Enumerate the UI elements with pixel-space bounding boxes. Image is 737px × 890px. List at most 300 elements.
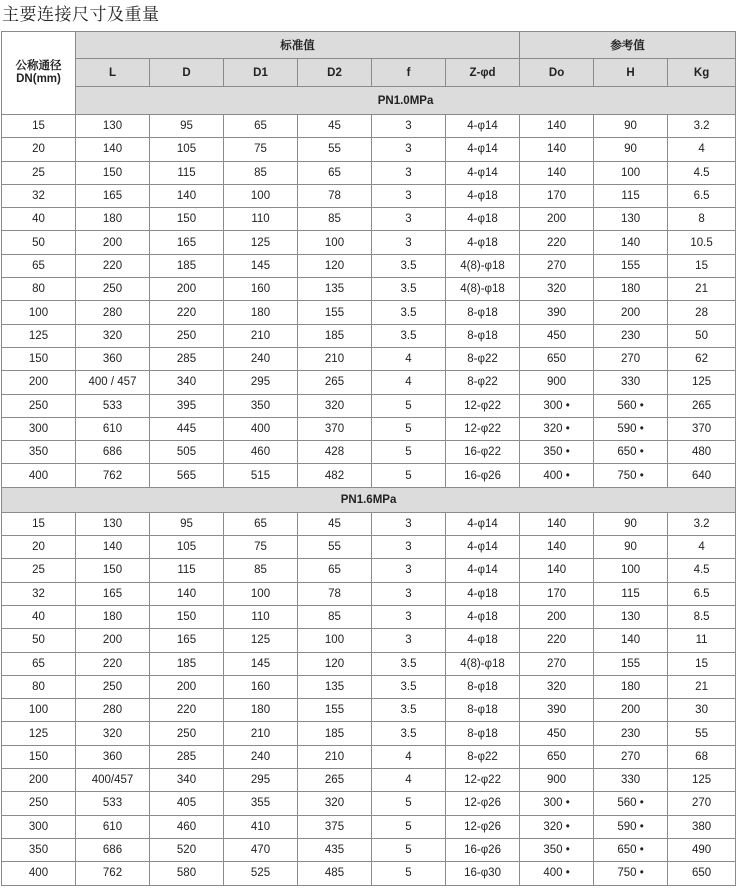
table-cell: 3	[372, 208, 446, 231]
table-cell: 200	[520, 208, 594, 231]
table-cell: 340	[150, 371, 224, 394]
table-cell: 270	[594, 347, 668, 370]
table-cell: 12-φ22	[446, 417, 520, 440]
table-cell: 4	[668, 536, 736, 559]
table-cell: 265	[298, 371, 372, 394]
table-cell: 100	[2, 699, 76, 722]
table-cell: 100	[594, 559, 668, 582]
dn-header-line2: DN(mm)	[16, 73, 61, 85]
table-cell: 220	[150, 301, 224, 324]
table-cell: 380	[668, 815, 736, 838]
table-cell: 45	[298, 512, 372, 535]
table-cell: 50	[668, 324, 736, 347]
table-cell: 200	[520, 605, 594, 628]
table-cell: 400 •	[520, 464, 594, 487]
table-cell: 115	[594, 582, 668, 605]
table-cell: 11	[668, 629, 736, 652]
table-cell: 95	[150, 115, 224, 138]
table-cell: 135	[298, 675, 372, 698]
table-cell: 250	[150, 324, 224, 347]
table-cell: 900	[520, 769, 594, 792]
table-cell: 3.5	[372, 699, 446, 722]
table-cell: 375	[298, 815, 372, 838]
table-cell: 3	[372, 582, 446, 605]
table-cell: 140	[520, 512, 594, 535]
table-cell: 750 •	[594, 464, 668, 487]
table-cell: 410	[224, 815, 298, 838]
table-cell: 65	[298, 559, 372, 582]
table-cell: 210	[298, 745, 372, 768]
table-cell: 85	[224, 161, 298, 184]
table-cell: 686	[76, 441, 150, 464]
table-cell: 5	[372, 441, 446, 464]
table-cell: 15	[2, 115, 76, 138]
table-cell: 300 •	[520, 394, 594, 417]
table-row	[2, 838, 736, 861]
table-cell: 4-φ14	[446, 512, 520, 535]
table-cell: 762	[76, 464, 150, 487]
col-header-d: D	[150, 59, 224, 87]
table-cell: 470	[224, 838, 298, 861]
table-cell: 100	[224, 582, 298, 605]
table-cell: 520	[150, 838, 224, 861]
table-cell: 3.5	[372, 652, 446, 675]
table-cell: 240	[224, 347, 298, 370]
table-cell: 25	[2, 559, 76, 582]
table-cell: 185	[150, 254, 224, 277]
table-cell: 15	[2, 512, 76, 535]
table-cell: 180	[594, 278, 668, 301]
table-row	[2, 862, 736, 885]
table-cell: 565	[150, 464, 224, 487]
table-row	[2, 417, 736, 440]
table-cell: 4	[372, 347, 446, 370]
table-cell: 450	[520, 722, 594, 745]
table-cell: 650	[520, 745, 594, 768]
table-cell: 155	[298, 699, 372, 722]
table-cell: 686	[76, 838, 150, 861]
table-cell: 590 •	[594, 815, 668, 838]
table-cell: 220	[520, 629, 594, 652]
table-cell: 650	[668, 862, 736, 885]
table-cell: 140	[150, 582, 224, 605]
table-cell: 320	[76, 324, 150, 347]
table-cell: 4	[372, 745, 446, 768]
table-row	[2, 278, 736, 301]
table-cell: 220	[76, 652, 150, 675]
table-cell: 125	[224, 231, 298, 254]
table-cell: 55	[298, 138, 372, 161]
table-cell: 450	[520, 324, 594, 347]
table-cell: 340	[150, 769, 224, 792]
table-cell: 100	[298, 629, 372, 652]
table-cell: 4-φ18	[446, 582, 520, 605]
table-cell: 210	[298, 347, 372, 370]
table-cell: 85	[298, 208, 372, 231]
table-cell: 16-φ30	[446, 862, 520, 885]
table-cell: 390	[520, 699, 594, 722]
table-cell: 250	[2, 394, 76, 417]
table-cell: 110	[224, 208, 298, 231]
table-cell: 200	[150, 675, 224, 698]
table-cell: 320	[76, 722, 150, 745]
table-row	[2, 231, 736, 254]
table-cell: 12-φ26	[446, 815, 520, 838]
table-cell: 180	[76, 605, 150, 628]
table-row	[2, 347, 736, 370]
table-cell: 265	[668, 394, 736, 417]
table-cell: 3.2	[668, 512, 736, 535]
table-cell: 12-φ22	[446, 394, 520, 417]
table-cell: 115	[594, 184, 668, 207]
table-cell: 55	[668, 722, 736, 745]
table-cell: 180	[594, 675, 668, 698]
table-cell: 650 •	[594, 441, 668, 464]
table-cell: 390	[520, 301, 594, 324]
table-cell: 160	[224, 278, 298, 301]
table-cell: 460	[224, 441, 298, 464]
table-cell: 350	[224, 394, 298, 417]
table-cell: 320	[520, 278, 594, 301]
table-row	[2, 441, 736, 464]
table-cell: 320	[298, 792, 372, 815]
table-cell: 640	[668, 464, 736, 487]
table-cell: 16-φ26	[446, 838, 520, 861]
table-cell: 400/457	[76, 769, 150, 792]
table-row	[2, 301, 736, 324]
table-cell: 6.5	[668, 184, 736, 207]
table-cell: 32	[2, 184, 76, 207]
table-cell: 560 •	[594, 792, 668, 815]
table-cell: 4(8)-φ18	[446, 254, 520, 277]
table-cell: 560 •	[594, 394, 668, 417]
table-cell: 482	[298, 464, 372, 487]
table-cell: 3	[372, 536, 446, 559]
table-cell: 90	[594, 536, 668, 559]
table-cell: 4.5	[668, 559, 736, 582]
standard-values-header: 标准值	[76, 32, 520, 59]
table-cell: 515	[224, 464, 298, 487]
table-cell: 150	[2, 347, 76, 370]
section-label-pn10: PN1.0MPa	[76, 87, 736, 115]
table-cell: 300 •	[520, 792, 594, 815]
table-cell: 320	[298, 394, 372, 417]
table-cell: 130	[76, 115, 150, 138]
table-cell: 220	[520, 231, 594, 254]
table-cell: 650 •	[594, 838, 668, 861]
table-cell: 125	[2, 722, 76, 745]
table-cell: 3	[372, 231, 446, 254]
table-cell: 140	[594, 629, 668, 652]
table-cell: 80	[2, 675, 76, 698]
table-cell: 125	[2, 324, 76, 347]
table-cell: 505	[150, 441, 224, 464]
col-header-do: Do	[520, 59, 594, 87]
table-cell: 460	[150, 815, 224, 838]
col-header-kg: Kg	[668, 59, 736, 87]
table-cell: 55	[298, 536, 372, 559]
table-cell: 3	[372, 161, 446, 184]
table-row	[2, 208, 736, 231]
table-cell: 250	[76, 278, 150, 301]
table-cell: 320 •	[520, 417, 594, 440]
table-row	[2, 371, 736, 394]
table-cell: 400 / 457	[76, 371, 150, 394]
table-cell: 3.5	[372, 254, 446, 277]
table-cell: 20	[2, 536, 76, 559]
table-cell: 155	[298, 301, 372, 324]
table-cell: 150	[76, 161, 150, 184]
table-cell: 350 •	[520, 838, 594, 861]
table-cell: 8-φ18	[446, 722, 520, 745]
table-cell: 170	[520, 184, 594, 207]
table-cell: 140	[520, 536, 594, 559]
table-cell: 210	[224, 722, 298, 745]
table-body	[2, 115, 736, 886]
table-cell: 75	[224, 138, 298, 161]
page-title: 主要连接尺寸及重量	[2, 5, 160, 24]
table-cell: 350	[2, 441, 76, 464]
table-cell: 330	[594, 371, 668, 394]
dn-header	[2, 32, 76, 115]
table-cell: 115	[150, 559, 224, 582]
table-cell: 750 •	[594, 862, 668, 885]
table-cell: 12-φ26	[446, 792, 520, 815]
table-cell: 230	[594, 324, 668, 347]
table-cell: 370	[668, 417, 736, 440]
table-cell: 3	[372, 512, 446, 535]
table-cell: 4-φ18	[446, 629, 520, 652]
table-cell: 6.5	[668, 582, 736, 605]
table-cell: 4-φ14	[446, 138, 520, 161]
table-cell: 8-φ22	[446, 745, 520, 768]
table-cell: 16-φ26	[446, 464, 520, 487]
table-cell: 533	[76, 394, 150, 417]
table-cell: 21	[668, 278, 736, 301]
table-cell: 78	[298, 184, 372, 207]
table-cell: 165	[150, 231, 224, 254]
table-cell: 490	[668, 838, 736, 861]
table-cell: 8-φ18	[446, 699, 520, 722]
table-cell: 3.5	[372, 324, 446, 347]
table-cell: 125	[668, 769, 736, 792]
table-cell: 200	[594, 301, 668, 324]
table-cell: 95	[150, 512, 224, 535]
table-cell: 200	[76, 629, 150, 652]
table-cell: 4(8)-φ18	[446, 278, 520, 301]
table-cell: 445	[150, 417, 224, 440]
table-cell: 610	[76, 417, 150, 440]
table-cell: 3.5	[372, 722, 446, 745]
table-cell: 435	[298, 838, 372, 861]
table-cell: 300	[2, 417, 76, 440]
table-row	[2, 652, 736, 675]
table-cell: 350	[2, 838, 76, 861]
table-cell: 32	[2, 582, 76, 605]
table-cell: 4-φ18	[446, 208, 520, 231]
table-cell: 180	[224, 301, 298, 324]
table-cell: 110	[224, 605, 298, 628]
table-row	[2, 536, 736, 559]
table-cell: 4-φ14	[446, 536, 520, 559]
table-row	[2, 184, 736, 207]
dn-header-line1: 公称通径	[15, 60, 62, 72]
table-cell: 5	[372, 862, 446, 885]
table-cell: 15	[668, 254, 736, 277]
table-row	[2, 699, 736, 722]
table-cell: 100	[298, 231, 372, 254]
table-cell: 240	[224, 745, 298, 768]
table-cell: 400	[224, 417, 298, 440]
table-cell: 150	[150, 605, 224, 628]
table-cell: 295	[224, 371, 298, 394]
table-cell: 200	[76, 231, 150, 254]
table-cell: 4-φ14	[446, 161, 520, 184]
table-cell: 270	[520, 254, 594, 277]
table-cell: 3	[372, 115, 446, 138]
table-cell: 100	[224, 184, 298, 207]
table-cell: 900	[520, 371, 594, 394]
table-header	[2, 32, 736, 115]
table-cell: 485	[298, 862, 372, 885]
table-cell: 360	[76, 745, 150, 768]
table-row	[2, 115, 736, 138]
table-cell: 45	[298, 115, 372, 138]
table-cell: 295	[224, 769, 298, 792]
table-cell: 320 •	[520, 815, 594, 838]
table-cell: 200	[2, 769, 76, 792]
table-cell: 180	[224, 699, 298, 722]
table-cell: 30	[668, 699, 736, 722]
table-cell: 270	[520, 652, 594, 675]
table-cell: 762	[76, 862, 150, 885]
table-row	[2, 559, 736, 582]
table-cell: 130	[594, 605, 668, 628]
table-cell: 265	[298, 769, 372, 792]
table-cell: 395	[150, 394, 224, 417]
table-cell: 4-φ18	[446, 184, 520, 207]
table-cell: 280	[76, 699, 150, 722]
table-cell: 590 •	[594, 417, 668, 440]
table-cell: 12-φ22	[446, 769, 520, 792]
table-cell: 40	[2, 208, 76, 231]
table-cell: 580	[150, 862, 224, 885]
table-cell: 140	[520, 559, 594, 582]
table-cell: 150	[76, 559, 150, 582]
table-cell: 8-φ18	[446, 324, 520, 347]
table-cell: 3	[372, 629, 446, 652]
table-cell: 280	[76, 301, 150, 324]
table-cell: 5	[372, 815, 446, 838]
table-cell: 250	[2, 792, 76, 815]
table-cell: 210	[224, 324, 298, 347]
table-cell: 140	[150, 184, 224, 207]
dimensions-table	[1, 31, 736, 886]
table-cell: 8	[668, 208, 736, 231]
table-row	[2, 582, 736, 605]
table-cell: 428	[298, 441, 372, 464]
table-cell: 150	[2, 745, 76, 768]
table-cell: 250	[76, 675, 150, 698]
table-cell: 90	[594, 115, 668, 138]
table-cell: 185	[298, 324, 372, 347]
table-cell: 130	[76, 512, 150, 535]
table-cell: 8-φ18	[446, 301, 520, 324]
table-cell: 155	[594, 254, 668, 277]
table-cell: 140	[520, 138, 594, 161]
table-cell: 65	[2, 254, 76, 277]
table-cell: 300	[2, 815, 76, 838]
table-cell: 4	[372, 769, 446, 792]
table-cell: 400 •	[520, 862, 594, 885]
table-cell: 8-φ22	[446, 371, 520, 394]
table-row	[2, 675, 736, 698]
col-header-d1: D1	[224, 59, 298, 87]
table-cell: 4-φ18	[446, 605, 520, 628]
table-cell: 85	[298, 605, 372, 628]
table-row	[2, 815, 736, 838]
table-cell: 125	[668, 371, 736, 394]
table-row	[2, 512, 736, 535]
table-cell: 25	[2, 161, 76, 184]
table-cell: 165	[76, 184, 150, 207]
table-cell: 4	[372, 371, 446, 394]
table-row	[2, 464, 736, 487]
section-row	[2, 487, 736, 512]
table-row	[2, 605, 736, 628]
table-cell: 220	[150, 699, 224, 722]
table-cell: 330	[594, 769, 668, 792]
table-cell: 100	[594, 161, 668, 184]
table-cell: 185	[298, 722, 372, 745]
table-row	[2, 792, 736, 815]
table-cell: 105	[150, 536, 224, 559]
table-cell: 270	[668, 792, 736, 815]
table-cell: 525	[224, 862, 298, 885]
table-cell: 65	[298, 161, 372, 184]
table-cell: 200	[2, 371, 76, 394]
reference-values-header: 参考值	[520, 32, 736, 59]
table-cell: 285	[150, 745, 224, 768]
table-cell: 3.5	[372, 675, 446, 698]
table-cell: 150	[150, 208, 224, 231]
table-cell: 270	[594, 745, 668, 768]
table-cell: 480	[668, 441, 736, 464]
section-label: PN1.6MPa	[2, 487, 736, 512]
table-cell: 140	[76, 138, 150, 161]
table-cell: 3	[372, 605, 446, 628]
table-cell: 400	[2, 862, 76, 885]
table-cell: 50	[2, 231, 76, 254]
table-cell: 145	[224, 652, 298, 675]
table-cell: 4(8)-φ18	[446, 652, 520, 675]
table-cell: 5	[372, 838, 446, 861]
table-cell: 5	[372, 464, 446, 487]
table-cell: 68	[668, 745, 736, 768]
table-cell: 405	[150, 792, 224, 815]
table-cell: 400	[2, 464, 76, 487]
table-cell: 8-φ22	[446, 347, 520, 370]
table-cell: 155	[594, 652, 668, 675]
table-cell: 4-φ14	[446, 559, 520, 582]
table-row	[2, 161, 736, 184]
table-cell: 360	[76, 347, 150, 370]
col-header-h: H	[594, 59, 668, 87]
table-cell: 3.5	[372, 301, 446, 324]
table-cell: 140	[76, 536, 150, 559]
table-cell: 320	[520, 675, 594, 698]
table-cell: 105	[150, 138, 224, 161]
